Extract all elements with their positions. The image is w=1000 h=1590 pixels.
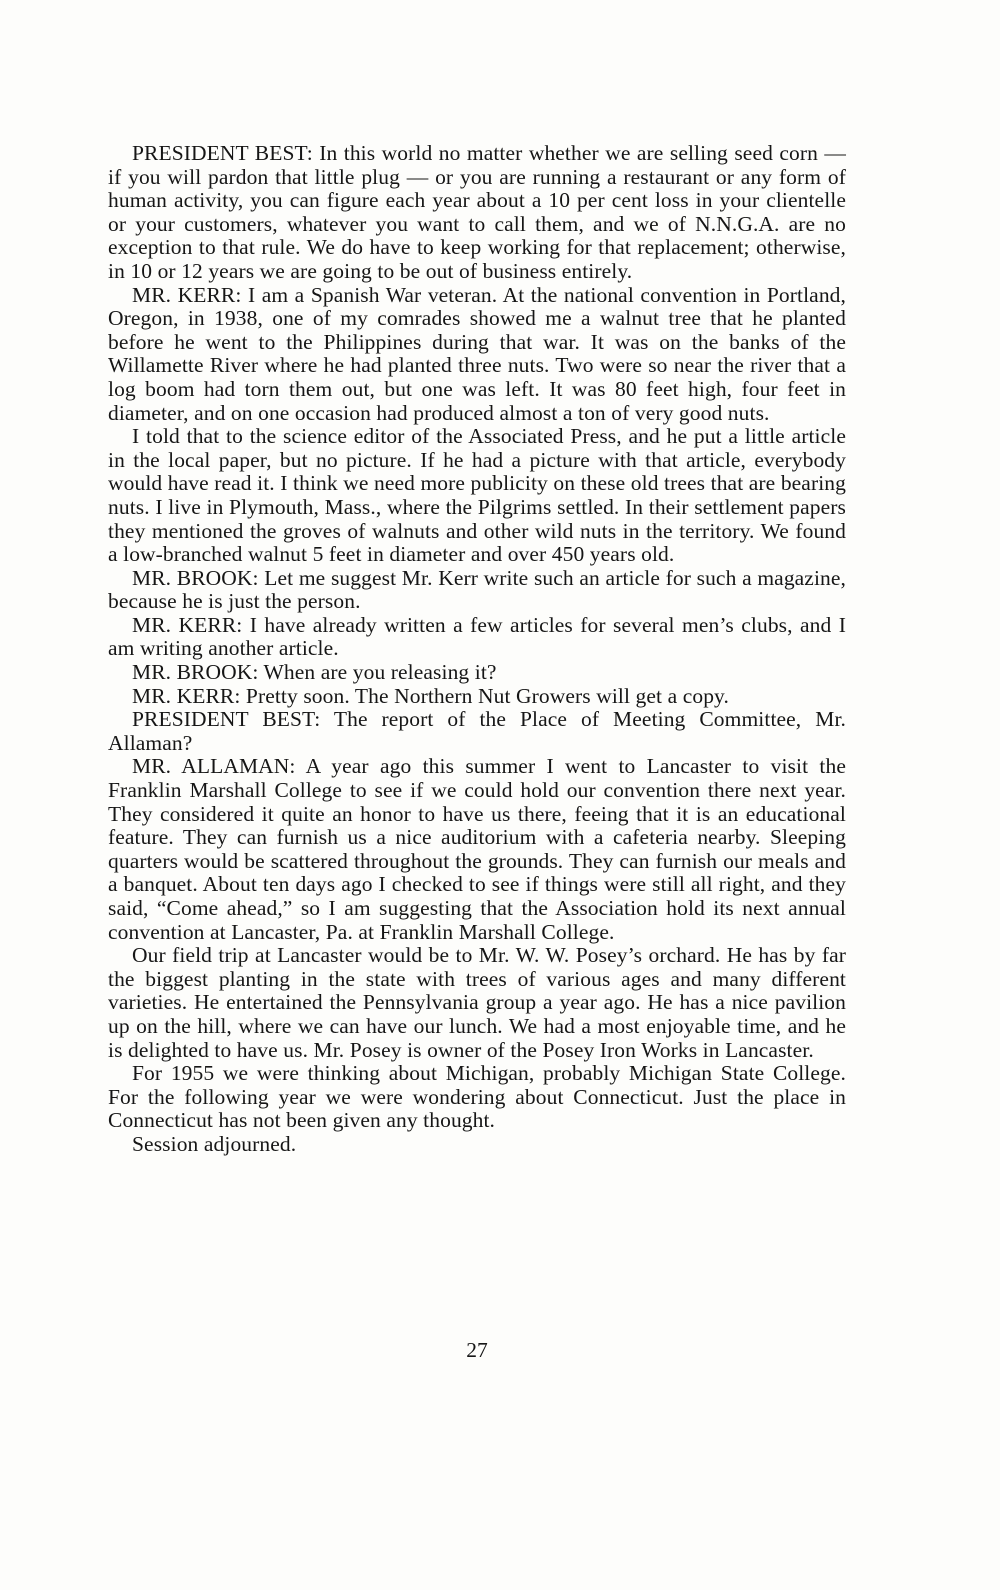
paragraph-president-best-1: PRESIDENT BEST: In this world no matter whether we are selling seed corn — if you will pardon that little plug — or you are running a restaurant or any form of human activity, you can figure each year about a 10 per cent loss in your clientelle or your customers, whatever you want to call them, and we of N.N.G.A. are no exception to that rule. We do have to keep working for that replacement; otherwise, in 10 or 12 years we are going to be out of business entirely.: [108, 141, 846, 283]
paragraph-mr-kerr-4: MR. KERR: Pretty soon. The Northern Nut Growers will get a copy.: [132, 683, 729, 708]
paragraph-mr-kerr-1: MR. KERR: I am a Spanish War veteran. At the national convention in Portland, Oregon, in 1938, one of my comrades showed me a walnut tree that he planted before he went to the Philippines during that war. It was on the banks of the Willamette River where he had planted three nuts. Two were so near the river that a log boom had torn them out, but one was left. It was 80 feet high, four feet in diameter, and on one occasion had produced almost a ton of very good nuts.: [108, 282, 846, 425]
text-block: [108, 142, 846, 1157]
paragraph-session-adjourned: Session adjourned.: [132, 1131, 297, 1156]
paragraph-president-best-2: PRESIDENT BEST: The report of the Place of Meeting Committee, Mr. Allaman?: [108, 707, 846, 755]
paragraph-mr-brook-2: MR. BROOK: When are you releasing it?: [132, 660, 497, 685]
paragraph-mr-kerr-2: I told that to the science editor of the Associated Press, and he put a little article in the local paper, but no picture. If he had a picture with that article, everybody would have read it. I think we need more publicity on these old trees that are bearing nuts. I live in Plymouth, Mass., where the Pilgrims settled. In their settlement papers they mentioned the groves of walnuts and other wild nuts in the territory. We found a low-branched walnut 5 feet in diameter and over 450 years old.: [108, 424, 846, 567]
paragraph-mr-kerr-3: MR. KERR: I have already written a few articles for several men’s clubs, and I am writing another article.: [108, 612, 846, 661]
paragraph-mr-allaman-1: MR. ALLAMAN: A year ago this summer I went to Lancaster to visit the Franklin Marshall College to see if we could hold our convention there next year. They considered it quite an honor to have us there, feeing that it is an educational feature. They can furnish us a nice auditorium with a cafeteria nearby. Sleeping quarters would be scattered throughout the grounds. They can furnish our meals and a banquet. About ten days ago I checked to see if things were still all right, and they said, “Come ahead,” so I am suggesting that the Association hold its next annual convention at Lancaster, Pa. at Franklin Marshall College.: [108, 754, 846, 944]
paragraph-mr-brook-1: MR. BROOK: Let me suggest Mr. Kerr write such an article for such a magazine, because he is just the person.: [108, 565, 846, 614]
paragraph-mr-allaman-2: Our field trip at Lancaster would be to Mr. W. W. Posey’s orchard. He has by far the biggest planting in the state with trees of various ages and many different varieties. He entertained the Pennsylvania group a year ago. He has a nice pavilion up on the hill, where we can have our lunch. We had a most enjoyable time, and he is delighted to have us. Mr. Posey is owner of the Posey Iron Works in Lancaster.: [108, 943, 846, 1062]
paragraph-mr-allaman-3: For 1955 we were thinking about Michigan, probably Michigan State College. For the following year we were wondering about Connecticut. Just the place in Connecticut has not been given any thought.: [108, 1061, 846, 1133]
page-number: 27: [466, 1338, 488, 1362]
